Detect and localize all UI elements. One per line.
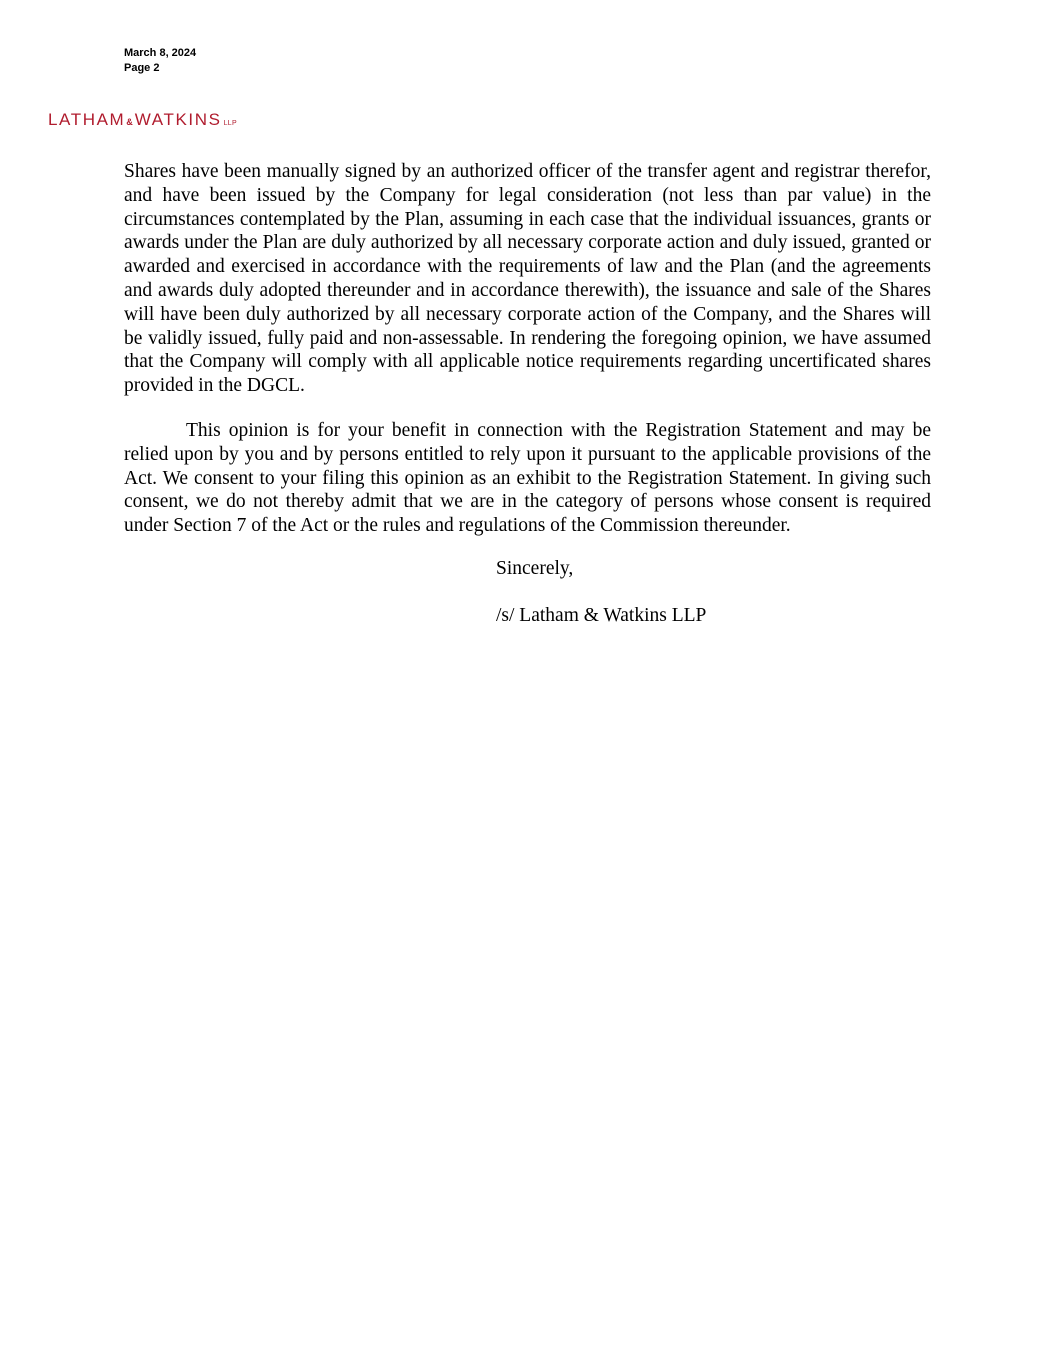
logo-latham: LATHAM <box>48 110 126 129</box>
logo-ampersand: & <box>126 117 133 127</box>
letter-body <box>124 160 931 559</box>
header-date: March 8, 2024 <box>124 47 197 59</box>
closing-signature: /s/ Latham & Watkins LLP <box>496 605 707 626</box>
logo-watkins: WATKINS <box>134 110 222 129</box>
header-page-number: Page 2 <box>124 62 160 74</box>
closing-salutation: Sincerely, <box>496 558 574 579</box>
page-header-meta <box>124 46 196 76</box>
firm-logo <box>48 110 237 130</box>
body-paragraph-2: This opinion is for your benefit in connection with the Registration Statement and may be relied upon by you and by persons entitled to rely upon it pursuant to the applicable provisions of the Act. We consent to your filing this opinion as an exhibit to the Registration Statement. In giving such consent, we do not thereby admit that we are in the category of persons whose consent is required under Section 7 of the Act or the rules and regulations of the Commission thereunder. <box>124 419 931 537</box>
logo-llp: LLP <box>223 120 237 127</box>
body-paragraph-1: Shares have been manually signed by an authorized officer of the transfer agent and registrar therefor, and have been issued by the Company for legal consideration (not less than par value) in the circumstances contemplated by the Plan, assuming in each case that the individual issuances, grants or awards under the Plan are duly authorized by all necessary corporate action and duly issued, granted or awarded and exercised in accordance with the requirements of law and the Plan (and the agreements and awards duly adopted thereunder and in accordance therewith), the issuance and sale of the Shares will have been duly authorized by all necessary corporate action of the Company, and the Shares will be validly issued, fully paid and non-assessable. In rendering the foregoing opinion, we have assumed that the Company will comply with all applicable notice requirements regarding uncertificated shares provided in the DGCL. <box>124 161 931 397</box>
